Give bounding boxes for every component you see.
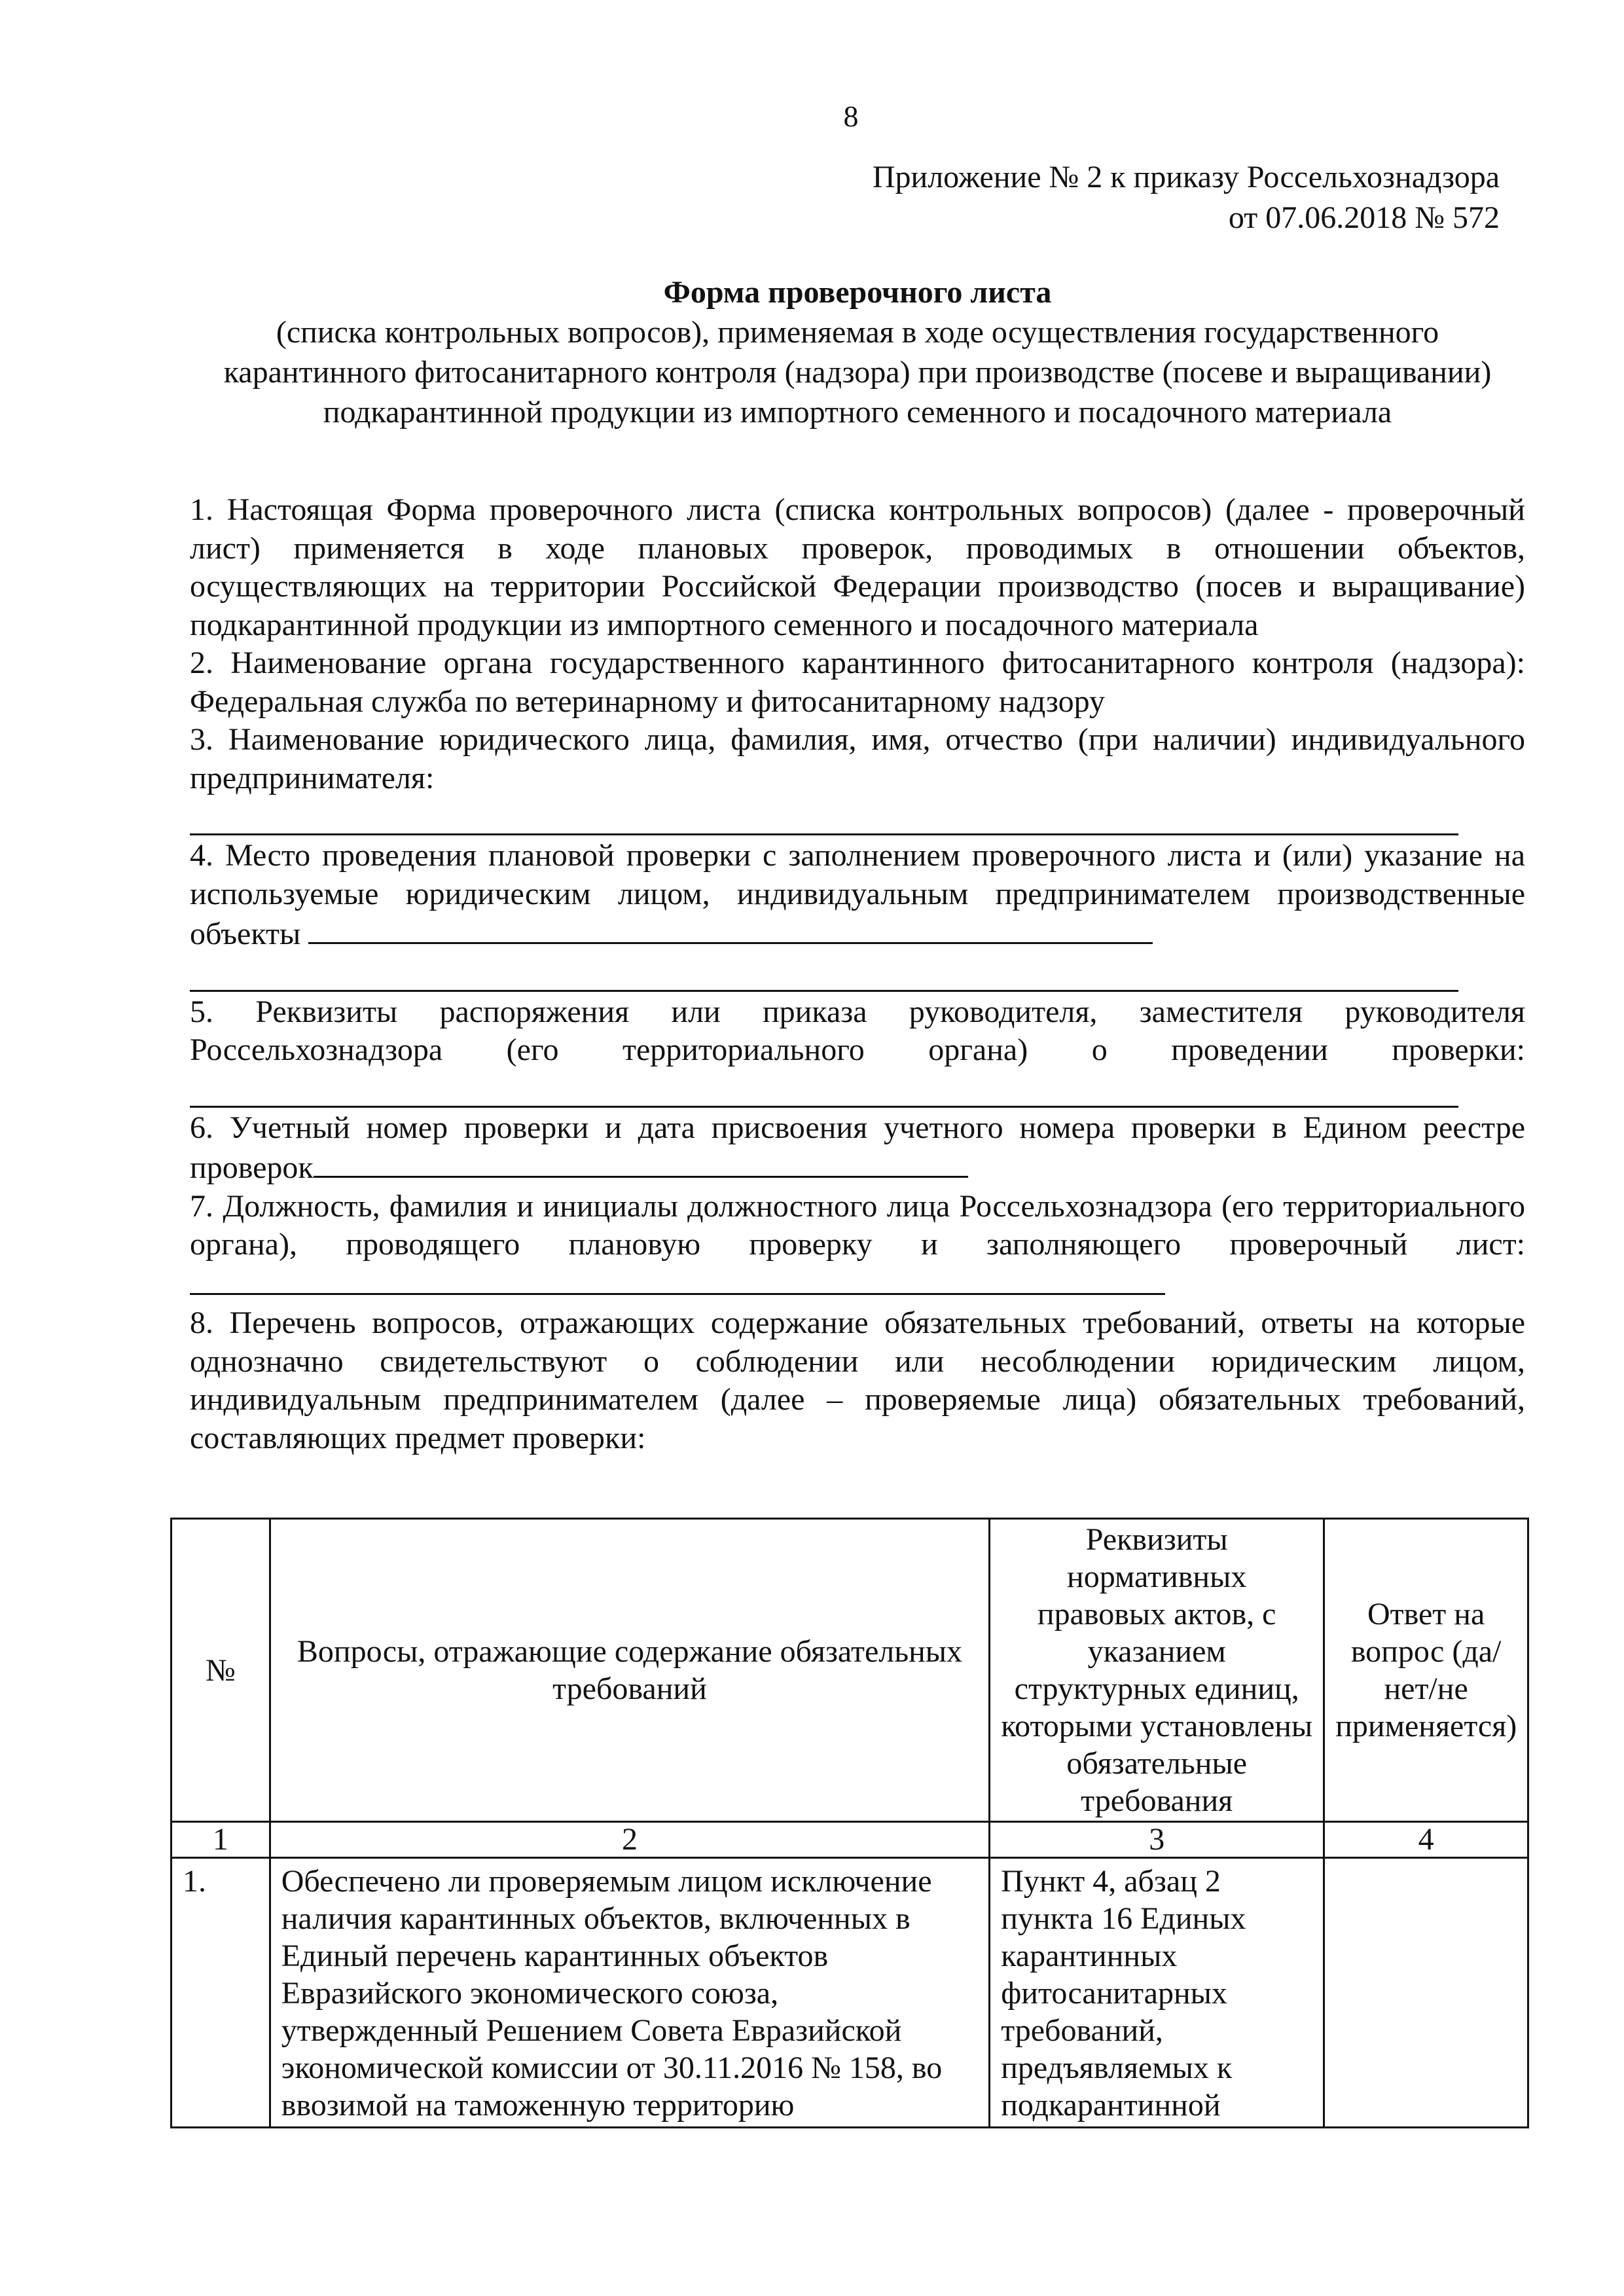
appendix-line-2: от 07.06.2018 № 572 [1228, 200, 1500, 235]
item-7-text: 7. Должность, фамилия и инициалы должностного лица Россельхознадзора (его территориального органа), проводящего плановую проверку и заполняющего проверочный лист: [190, 1188, 1525, 1262]
item-5-fill-line[interactable] [190, 1070, 1458, 1108]
header-number: № [171, 1519, 270, 1822]
table-header-row [171, 1519, 1528, 1822]
header-answer: Ответ на вопрос (да/нет/не применяется) [1324, 1519, 1528, 1822]
form-body [190, 491, 1525, 1457]
item-6-text: 6. Учетный номер проверки и дата присвоения учетного номера проверки в Едином реестре проверок [190, 1110, 1525, 1185]
column-number-4: 4 [1324, 1822, 1528, 1858]
page-number: 8 [843, 100, 859, 133]
item-4-fill-line-2[interactable] [190, 954, 1458, 992]
row-answer-cell[interactable] [1324, 1858, 1528, 2128]
item-5: 5. Реквизиты распоряжения или приказа руководителя, заместителя руководителя Россельхознадзора (его территориального органа) о проведении проверки: [190, 994, 1525, 1067]
column-number-2: 2 [270, 1822, 989, 1858]
item-7-fill-line[interactable] [190, 1264, 1165, 1295]
header-question: Вопросы, отражающие содержание обязательных требований [270, 1519, 989, 1822]
item-6-fill-line[interactable] [314, 1147, 968, 1178]
item-8: 8. Перечень вопросов, отражающих содержание обязательных требований, ответы на которые однозначно свидетельствуют о соблюдении или несоблюдении юридическим лицом, индивидуальным предпринимателем (далее – проверяемые лица) обязательных требований, составляющих предмет проверки: [190, 1305, 1525, 1455]
row-reference: Пункт 4, абзац 2 пункта 16 Единых карантинных фитосанитарных требований, предъявляемых к подкарантинной [990, 1858, 1324, 2128]
header-reference: Реквизиты нормативных правовых актов, с указанием структурных единиц, которыми установлены обязательные требования [990, 1519, 1324, 1822]
column-number-1: 1 [171, 1822, 270, 1858]
table-row [171, 1858, 1528, 2128]
form-title-subtitle: (списка контрольных вопросов), применяемая в ходе осуществления государственного карантинного фитосанитарного контроля (надзора) при производстве (посеве и выращивании) подкарантинной продукции из импортного семенного и посадочного материала [223, 315, 1492, 429]
appendix-line-1: Приложение № 2 к приказу Россельхознадзора [872, 160, 1500, 194]
column-number-row [171, 1822, 1528, 1858]
item-4 [190, 837, 1525, 954]
item-4-text: 4. Место проведения плановой проверки с заполнением проверочного листа и (или) указание на используемые юридическим лицом, индивидуальным предпринимателем производственные объекты [190, 838, 1525, 951]
form-title [190, 272, 1525, 432]
column-number-3: 3 [990, 1822, 1324, 1858]
item-3-fill-line[interactable] [190, 797, 1458, 835]
item-7 [190, 1188, 1525, 1305]
item-1: 1. Настоящая Форма проверочного листа (списка контрольных вопросов) (далее - проверочный лист) применяется в ходе плановых проверок, проводимых в отношении объектов, осуществляющих на территории Российской Федерации производство (посев и выращивание) подкарантинной продукции из импортного семенного и посадочного материала [190, 492, 1525, 642]
item-6 [190, 1109, 1525, 1188]
checklist-table [170, 1518, 1529, 2128]
item-2: 2. Наименование органа государственного карантинного фитосанитарного контроля (надзора): Федеральная служба по ветеринарному и фитосанитарному надзору [190, 646, 1525, 719]
appendix-reference [873, 157, 1500, 238]
item-3: 3. Наименование юридического лица, фамилия, имя, отчество (при наличии) индивидуального предпринимателя: [190, 722, 1525, 795]
row-number: 1. [171, 1858, 270, 2128]
row-question: Обеспечено ли проверяемым лицом исключение наличия карантинных объектов, включенных в Единый перечень карантинных объектов Евразийского экономического союза, утвержденный Решением Совета Евразийской экономической комиссии от 30.11.2016 № 158, во ввозимой на таможенную территорию [270, 1858, 989, 2128]
item-4-fill-line[interactable] [308, 913, 1153, 944]
form-title-bold: Форма проверочного листа [663, 275, 1052, 310]
